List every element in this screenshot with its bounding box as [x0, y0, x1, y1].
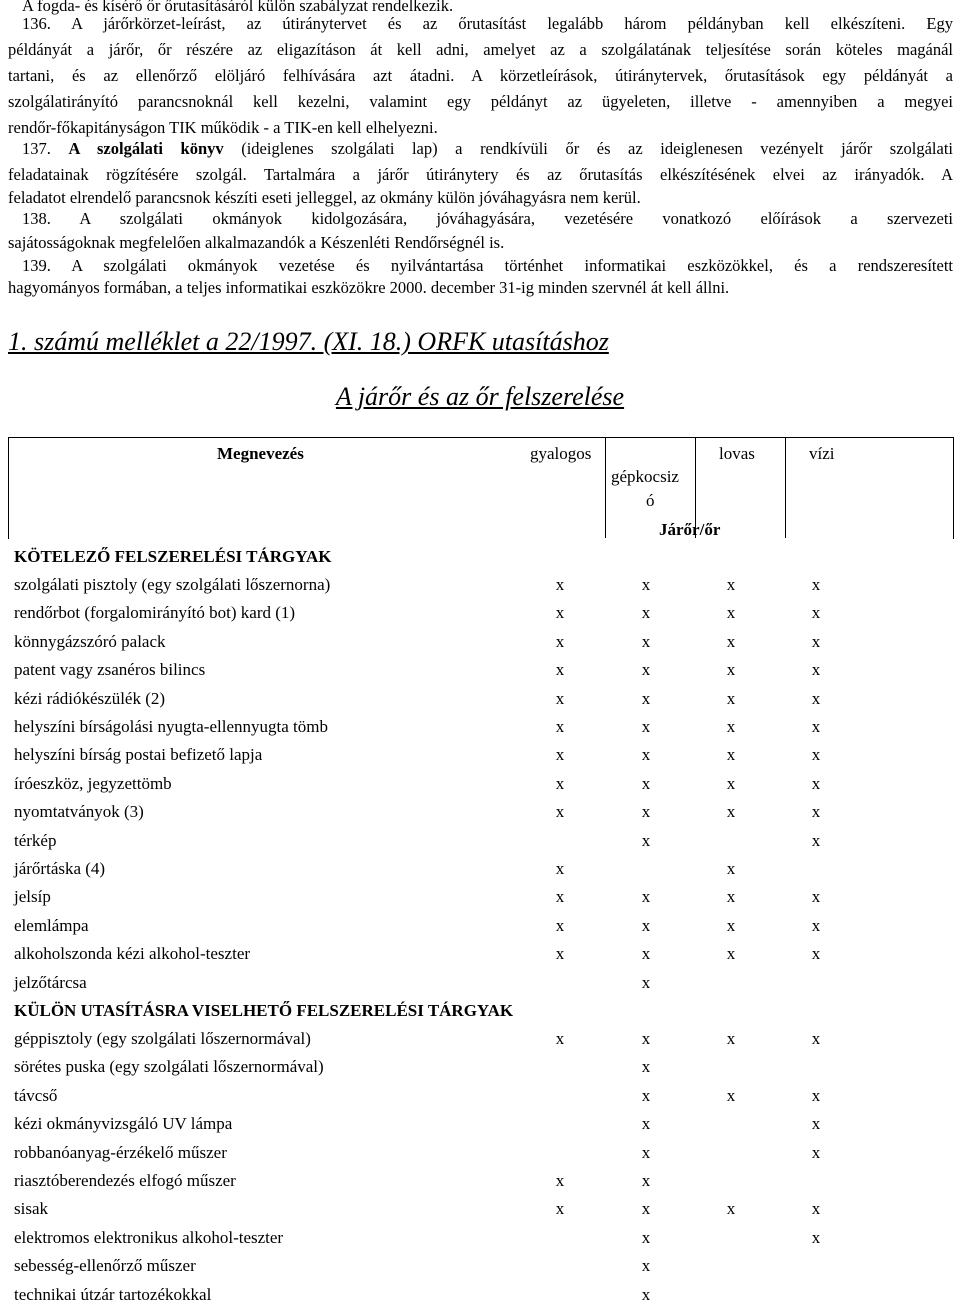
table-row	[14, 916, 954, 944]
row-mark: x	[811, 944, 821, 964]
table-row	[14, 1143, 954, 1171]
row-mark: x	[811, 745, 821, 765]
header-jaror-or: Járőr/őr	[659, 520, 721, 539]
row-mark: x	[555, 575, 565, 594]
text-line-4: tartani, és az ellenőrző elöljáró felhívására azt átadni. A körzetleírások, útiránytervek, őrutasítások egy példányát a	[8, 66, 953, 85]
row-mark: x	[555, 631, 565, 651]
table-row	[14, 831, 954, 859]
row-mark: x	[641, 1227, 651, 1247]
row-mark: x	[726, 603, 736, 623]
header-vizi: vízi	[809, 444, 835, 463]
table-row	[14, 887, 954, 915]
table-row	[14, 717, 954, 745]
table-row	[14, 1057, 954, 1085]
row-mark: x	[641, 887, 651, 907]
table-row	[14, 1285, 954, 1313]
row-mark: x	[555, 660, 565, 680]
row-mark: x	[641, 745, 651, 765]
row-name: távcső	[14, 1085, 58, 1105]
row-mark: x	[555, 1199, 565, 1219]
row-mark: x	[641, 575, 651, 594]
row-name: alkoholszonda kézi alkohol-teszter	[14, 944, 251, 964]
row-mark: x	[641, 717, 651, 736]
row-mark: x	[555, 915, 565, 935]
row-mark: x	[555, 859, 565, 878]
row-mark: x	[726, 887, 736, 907]
row-name: robbanóanyag-érzékelő műszer	[14, 1142, 227, 1162]
text-line-11: sajátosságoknak megfelelően alkalmazandók a Készenléti Rendőrségnél is.	[8, 233, 505, 252]
table-row	[14, 802, 954, 830]
header-divider	[785, 437, 786, 538]
row-mark: x	[726, 915, 736, 935]
row-mark: x	[641, 972, 651, 992]
row-name: kézi rádiókészülék (2)	[14, 688, 166, 708]
table-row	[14, 1228, 954, 1256]
row-mark: x	[641, 603, 651, 623]
row-name: jelsíp	[14, 887, 51, 907]
row-mark: x	[726, 859, 736, 878]
row-name: riasztóberendezés elfogó műszer	[14, 1171, 236, 1190]
text-line-2: 136. A járőrkörzet-leírást, az útiránytervet és az őrutasítást legalább három példányban kell elkészíteni. Egy	[22, 14, 953, 33]
text-line-3: példányát a járőr, őr részére az eligazításon át kell adni, amelyet az a szolgálatának teljesítése során köteles magánál	[8, 40, 953, 59]
row-name: helyszíni bírság postai befizető lapja	[14, 745, 263, 765]
row-name: elemlámpa	[14, 915, 89, 935]
row-mark: x	[811, 915, 821, 935]
row-mark: x	[811, 1199, 821, 1219]
row-mark: x	[641, 631, 651, 651]
row-mark: x	[726, 745, 736, 765]
row-mark: x	[726, 1029, 736, 1048]
row-mark: x	[641, 915, 651, 935]
row-mark: x	[641, 1199, 651, 1219]
table-row	[14, 1086, 954, 1114]
text-line-12: 139. A szolgálati okmányok vezetése és nyilvántartása történhet informatikai eszközökkel, és a rendszeresített	[22, 256, 953, 275]
table-row	[14, 859, 954, 887]
row-mark: x	[811, 773, 821, 793]
row-mark: x	[811, 603, 821, 623]
row-name: géppisztoly (egy szolgálati lőszernormával)	[14, 1029, 311, 1048]
table-row	[14, 1114, 954, 1142]
row-mark: x	[811, 631, 821, 651]
row-name: sebesség-ellenőrző műszer	[14, 1256, 196, 1276]
header-gepkocsizo-line2: ó	[646, 491, 655, 510]
row-name: jelzőtárcsa	[14, 972, 87, 992]
header-gepkocsizo-line1: gépkocsiz	[611, 467, 679, 486]
row-mark: x	[811, 802, 821, 822]
row-mark: x	[641, 802, 651, 822]
text-line-5: szolgálatirányító parancsnoknál kell kezelni, valamint egy példányt az ügyeleten, illetve - amennyiben a megyei	[8, 92, 953, 111]
row-mark: x	[811, 1142, 821, 1162]
table-row	[14, 632, 954, 660]
table-row	[14, 689, 954, 717]
text-line-13: hagyományos formában, a teljes informatikai eszközökre 2000. december 31-ig minden szervnél át kell állni.	[8, 278, 730, 297]
row-mark: x	[726, 575, 736, 594]
row-mark: x	[811, 1114, 821, 1134]
section-optional: KÜLÖN UTASÍTÁSRA VISELHETŐ FELSZERELÉSI TÁRGYAK	[14, 1001, 514, 1020]
row-mark: x	[811, 660, 821, 680]
row-mark: x	[811, 688, 821, 708]
row-name: szolgálati pisztoly (egy szolgálati lőszernorna)	[14, 575, 331, 594]
row-mark: x	[641, 660, 651, 680]
row-mark: x	[641, 944, 651, 964]
row-mark: x	[641, 1085, 651, 1105]
row-mark: x	[641, 1057, 651, 1077]
row-name: elektromos elektronikus alkohol-teszter	[14, 1227, 284, 1247]
table-row	[14, 944, 954, 972]
text-line-1: A fogda- és kísérő őr őrutasításáról külön szabályzat rendelkezik.	[22, 0, 454, 15]
section-mandatory: KÖTELEZŐ FELSZERELÉSI TÁRGYAK	[14, 547, 332, 566]
row-mark: x	[811, 1227, 821, 1247]
row-name: patent vagy zsanéros bilincs	[14, 660, 206, 680]
row-mark: x	[555, 773, 565, 793]
szolgalati-konyv-term: A szolgálati könyv	[68, 139, 224, 158]
row-mark: x	[555, 1029, 565, 1048]
table-row	[14, 745, 954, 773]
header-megnevezes: Megnevezés	[217, 444, 304, 463]
row-mark: x	[726, 717, 736, 736]
row-name: térkép	[14, 830, 57, 850]
row-mark: x	[555, 1171, 565, 1190]
table-row	[14, 660, 954, 688]
row-mark: x	[555, 802, 565, 822]
row-name: technikai útzár tartozékokkal	[14, 1284, 212, 1304]
text-line-8: feladatainak rögzítésére szolgál. Tartalmára a járőr útiránytery és az őrutasítás elkészítésének elvei az irányadók. A	[8, 165, 953, 184]
row-mark: x	[641, 688, 651, 708]
row-mark: x	[811, 830, 821, 850]
row-name: rendőrbot (forgalomirányító bot) kard (1)	[14, 603, 296, 623]
row-mark: x	[555, 688, 565, 708]
text-line-7: 137. A szolgálati könyv (ideiglenes szolgálati lap) a rendkívüli őr és az ideiglenesen vezényelt járőr szolgálati	[22, 139, 954, 158]
row-name: helyszíni bírságolási nyugta-ellennyugta tömb	[14, 717, 328, 736]
row-mark: x	[811, 717, 821, 736]
row-mark: x	[641, 1256, 651, 1276]
row-mark: x	[555, 745, 565, 765]
row-name: sisak	[14, 1199, 48, 1219]
row-mark: x	[641, 830, 651, 850]
annex-heading: 1. számú melléklet a 22/1997. (XI. 18.) ORFK utasításhoz	[8, 327, 609, 356]
row-name: íróeszköz, jegyzettömb	[14, 773, 172, 793]
table-row	[14, 774, 954, 802]
row-mark: x	[726, 660, 736, 680]
table-row	[14, 603, 954, 631]
text-line-6: rendőr-főkapitányságon TIK működik - a TIK-en kell elhelyezni.	[8, 118, 438, 137]
row-mark: x	[726, 1199, 736, 1219]
row-mark: x	[726, 802, 736, 822]
row-mark: x	[726, 944, 736, 964]
row-mark: x	[555, 717, 565, 736]
header-lovas: lovas	[719, 444, 755, 463]
row-name: járőrtáska (4)	[14, 859, 106, 878]
table-row	[14, 1256, 954, 1284]
table-title: A járőr és az őr felszerelése	[335, 382, 625, 411]
row-mark: x	[555, 887, 565, 907]
row-name: nyomtatványok (3)	[14, 802, 144, 822]
text-line-9: feladatot elrendelő parancsnok készíti eseti jelleggel, az okmány külön jóváhagyásra nem kerül.	[8, 188, 641, 207]
row-mark: x	[811, 887, 821, 907]
row-mark: x	[641, 1114, 651, 1134]
row-mark: x	[555, 603, 565, 623]
row-mark: x	[641, 1171, 651, 1190]
row-mark: x	[811, 575, 821, 594]
row-mark: x	[726, 688, 736, 708]
table-row	[14, 973, 954, 1001]
row-mark: x	[641, 1284, 651, 1304]
row-mark: x	[641, 1029, 651, 1048]
row-mark: x	[641, 773, 651, 793]
row-mark: x	[726, 1085, 736, 1105]
text-line-10: 138. A szolgálati okmányok kidolgozására, jóváhagyására, vezetésére vonatkozó előírások a szervezeti	[22, 209, 953, 228]
table-row	[14, 1171, 954, 1199]
row-mark: x	[726, 631, 736, 651]
row-name: kézi okmányvizsgáló UV lámpa	[14, 1114, 233, 1134]
table-row	[14, 575, 954, 603]
header-divider	[605, 437, 606, 538]
row-mark: x	[555, 944, 565, 964]
row-mark: x	[811, 1029, 821, 1048]
row-name: sörétes puska (egy szolgálati lőszernormával)	[14, 1057, 324, 1077]
row-name: könnygázszóró palack	[14, 631, 166, 651]
row-mark: x	[726, 773, 736, 793]
table-row	[14, 1029, 954, 1057]
row-mark: x	[811, 1085, 821, 1105]
header-gyalogos: gyalogos	[530, 444, 592, 463]
row-mark: x	[641, 1142, 651, 1162]
table-row	[14, 1199, 954, 1227]
